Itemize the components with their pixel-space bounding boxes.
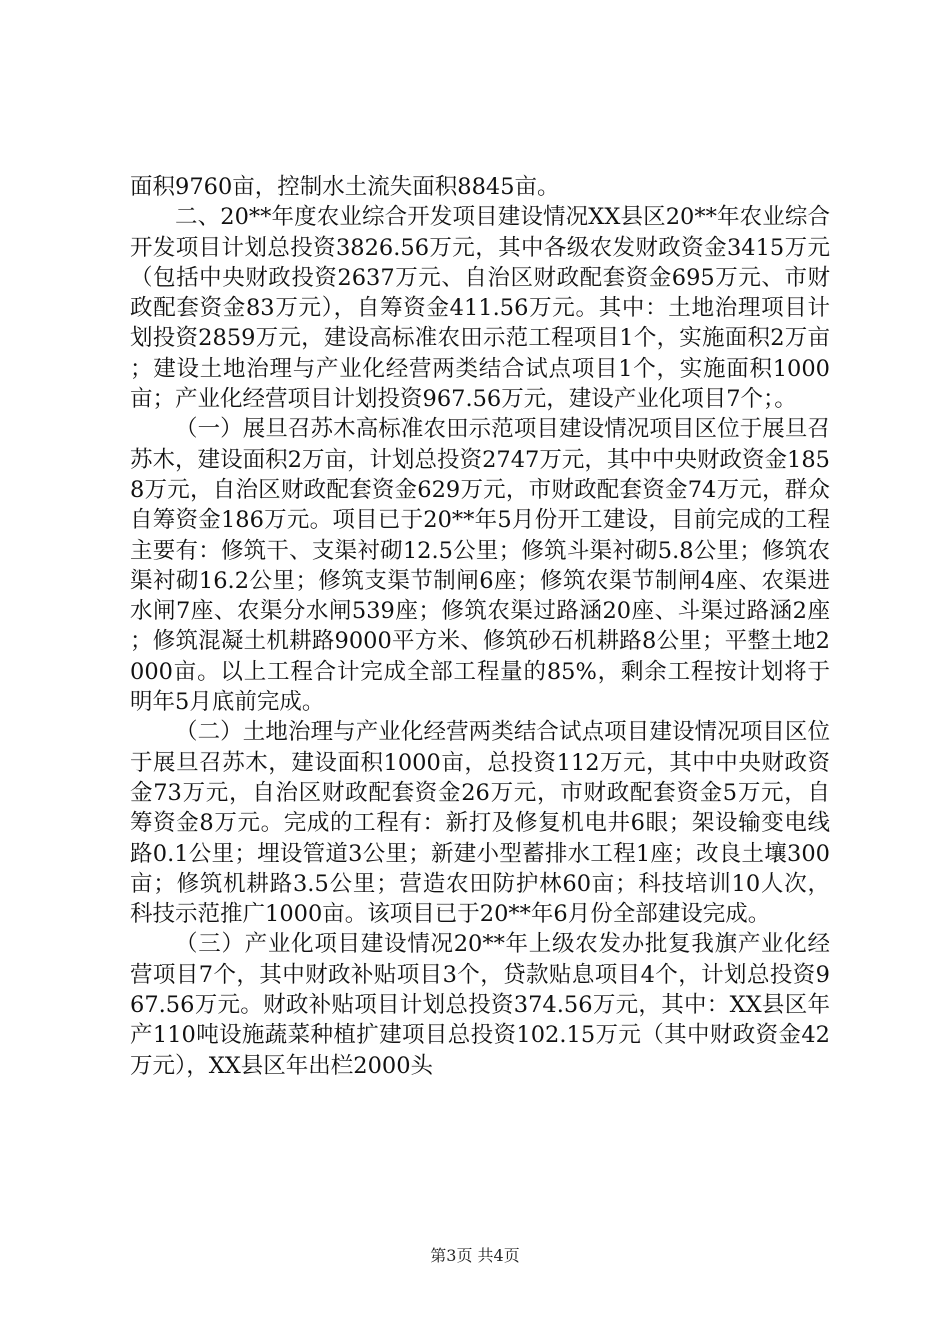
document-body: [130, 172, 830, 1081]
paragraph-3: （一）展旦召苏木高标准农田示范项目建设情况项目区位于展旦召苏木，建设面积2万亩，计划总投资2747万元，其中中央财政资金1858万元，自治区财政配套资金629万元，市财政配套资金74万元，群众自筹资金186万元。项目已于20**年5月份开工建设，目前完成的工程主要有：修筑干、支渠衬砌12.5公里；修筑斗渠衬砌5.8公里；修筑农渠衬砌16.2公里；修筑支渠节制闸6座；修筑农渠节制闸4座、农渠进水闸7座、农渠分水闸539座；修筑农渠过路涵20座、斗渠过路涵2座；修筑混凝土机耕路9000平方米、修筑砂石机耕路8公里；平整土地2000亩。以上工程合计完成全部工程量的85%，剩余工程按计划将于明年5月底前完成。: [130, 416, 830, 716]
paragraph-2: 二、20**年度农业综合开发项目建设情况XX县区20**年农业综合开发项目计划总投资3826.56万元，其中各级农发财政资金3415万元（包括中央财政投资2637万元、自治区财政配套资金695万元、市财政配套资金83万元），自筹资金411.56万元。其中：土地治理项目计划投资2859万元，建设高标准农田示范工程项目1个，实施面积2万亩；建设土地治理与产业化经营两类结合试点项目1个，实施面积1000亩；产业化经营项目计划投资967.56万元，建设产业化项目7个；。: [130, 204, 830, 413]
page-number-label: 第3页 共4页: [430, 1246, 520, 1265]
page-footer: [0, 1245, 950, 1267]
paragraph-1: 面积9760亩，控制水土流失面积8845亩。: [130, 174, 560, 200]
paragraph-5: （三）产业化项目建设情况20**年上级农发办批复我旗产业化经营项目7个，其中财政补贴项目3个，贷款贴息项目4个，计划总投资967.56万元。财政补贴项目计划总投资374.56万元，其中：XX县区年产110吨设施蔬菜种植扩建项目总投资102.15万元（其中财政资金42万元），XX县区年出栏2000头: [130, 931, 830, 1079]
paragraph-4: （二）土地治理与产业化经营两类结合试点项目建设情况项目区位于展旦召苏木，建设面积1000亩，总投资112万元，其中中央财政资金73万元，自治区财政配套资金26万元，市财政配套资金5万元，自筹资金8万元。完成的工程有：新打及修复机电井6眼；架设输变电线路0.1公里；埋设管道3公里；新建小型蓄排水工程1座；改良土壤300亩；修筑机耕路3.5公里；营造农田防护林60亩；科技培训10人次，科技示范推广1000亩。该项目已于20**年6月份全部建设完成。: [130, 719, 830, 928]
